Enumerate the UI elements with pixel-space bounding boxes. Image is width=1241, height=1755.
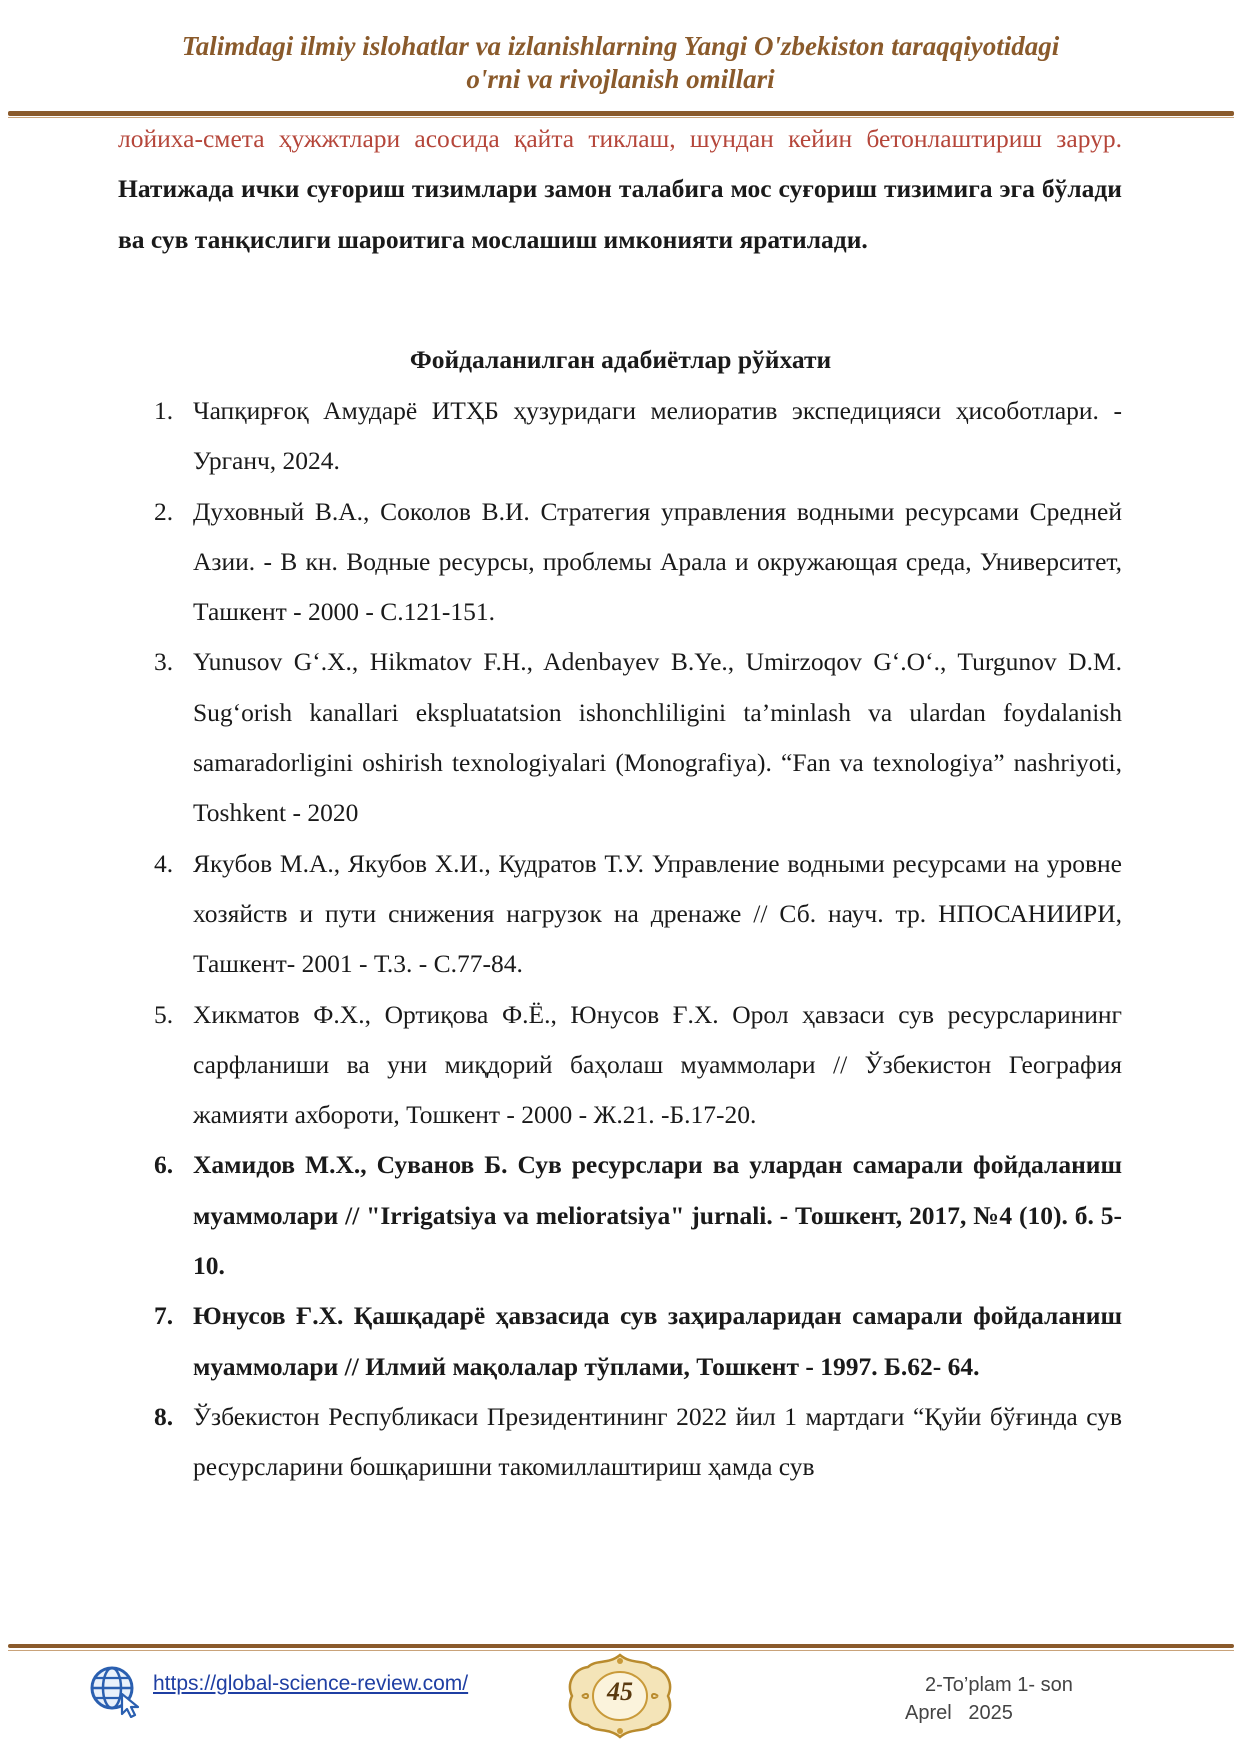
reference-number: 1. [154,396,174,425]
reference-item [118,1291,1122,1392]
globe-link-icon[interactable] [88,1664,142,1718]
reference-item [118,839,1122,990]
reference-text: Ўзбекистон Республикаси Президентининг 2022 йил 1 мартдаги “Қуйи бўғинда сув ресурсларини бошқаришни такомиллаштириш ҳамда сув [193,1401,1122,1482]
reference-text: Якубов М.А., Якубов Х.И., Кудратов Т.У. Управление водными ресурсами на уровне хозяйств и пути снижения нагрузок на дренаже // Сб. науч. тр. НПОСАНИИРИ, Ташкент- 2001 - Т.3. - С.77-84. [193,848,1122,979]
reference-item [118,1140,1122,1291]
reference-item [118,386,1122,487]
reference-text: Хикматов Ф.Х., Ортиқова Ф.Ё., Юнусов Ғ.Х. Орол ҳавзаси сув ресурсларининг сарфланиши ва уни миқдорий баҳолаш муаммолари // Ўзбекистон География жамияти ахбороти, Тошкент - 2000 - Ж.21. -Б.17-20. [193,999,1122,1130]
reference-number: 5. [154,999,174,1029]
footer-divider [8,1644,1234,1648]
reference-text: Yunusov G‘.X., Hikmatov F.H., Adenbayev B.Ye., Umirzoqov G‘.O‘., Turgunov D.M. Sug‘orish kanallari ekspluatatsion ishonchliligini ta’minlash va ulardan foydalanish samaradorligini oshirish texnologiyalari (Monografiya). “Fan va texnologiya” nashriyoti, Toshkent - 2020 [193,647,1122,828]
body-bold-text: Натижада ички суғориш тизимлари замон талабига мос суғориш тизимига эга бўлади ва сув танқислиги шароитига мослашиш имконияти яратилади. [118,174,1122,254]
reference-item [118,990,1122,1141]
reference-text: Хамидов М.Х., Суванов Б. Сув ресурслари ва улардан самарали фойдаланиш муаммолари // "Irrigatsiya va melioratsiya" jurnali. - Тошкент, 2017, №4 (10). б. 5-10. [193,1150,1122,1281]
issue-info [905,1671,1105,1727]
header-line-1: Talimdagi ilmiy islohatlar va izlanishlarning Yangi O'zbekiston taraqqiyotidagi [181,31,1060,61]
running-header [0,30,1241,96]
references-list [118,386,1122,1493]
website-link[interactable]: https://global-science-review.com/ [153,1672,469,1695]
reference-item [118,637,1122,838]
page-number: 45 [607,1677,633,1706]
reference-number: 6. [154,1150,174,1180]
reference-number: 8. [154,1401,174,1431]
reference-number: 7. [154,1301,174,1331]
reference-text: Чапқирғоқ Амударё ИТҲБ ҳузуридаги мелиоратив экспедицияси ҳисоботлари. - Урганч, 2024. [193,396,1122,476]
reference-number: 3. [154,647,174,677]
issue-date: Aprel 2025 [905,1702,1013,1724]
reference-text: Юнусов Ғ.Х. Қашқадарё ҳавзасида сув заҳираларидан самарали фойдаланиш муаммолари // Илмий мақолалар тўплами, Тошкент - 1997. Б.62- 64. [193,1301,1122,1381]
reference-text: Духовный В.А., Соколов В.И. Стратегия управления водными ресурсами Средней Азии. - В кн. Водные ресурсы, проблемы Арала и окружающая среда, Университет, Ташкент - 2000 - С.121-151. [193,496,1122,627]
reference-item [118,1392,1122,1493]
body-red-text: лойиха-смета ҳужжтлари асосида қайта тиклаш, шундан кейин бетонлаштириш зарур. [118,124,1122,153]
reference-item [118,487,1122,638]
references-title: Фойдаланилган адабиётлар рўйхати [409,345,832,374]
reference-number: 2. [154,496,174,526]
reference-number: 4. [154,848,174,878]
body-paragraph [118,114,1122,265]
issue-number: 2-To’plam 1- son [925,1674,1073,1696]
header-line-2: o'rni va rivojlanish omillari [466,64,775,94]
